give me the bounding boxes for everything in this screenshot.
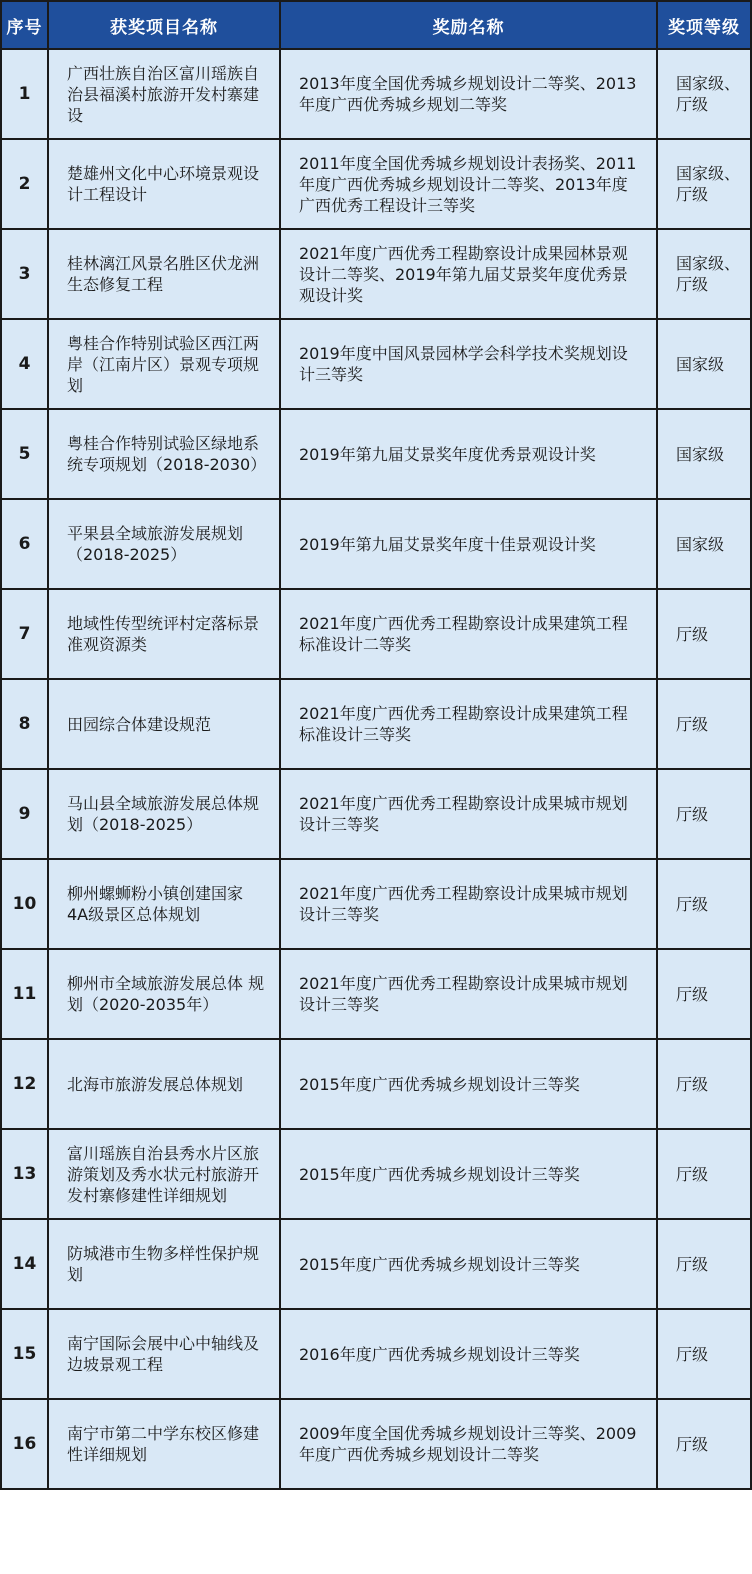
cell-num: 12 [1, 1039, 48, 1129]
table-row [1, 139, 751, 229]
cell-level: 国家级、厅级 [657, 229, 751, 319]
cell-level: 厅级 [657, 1039, 751, 1129]
cell-award: 2011年度全国优秀城乡规划设计表扬奖、2011年度广西优秀城乡规划设计二等奖、2013年度广西优秀工程设计三等奖 [280, 139, 657, 229]
cell-num: 6 [1, 499, 48, 589]
cell-level: 国家级、厅级 [657, 139, 751, 229]
table-row [1, 859, 751, 949]
bottom-margin [0, 1521, 752, 1574]
cell-level: 厅级 [657, 589, 751, 679]
cell-num: 2 [1, 139, 48, 229]
table-row [1, 769, 751, 859]
cell-project: 广西壮族自治区富川瑶族自治县福溪村旅游开发村寨建设 [48, 49, 280, 139]
table-row [1, 319, 751, 409]
cell-award: 2015年度广西优秀城乡规划设计三等奖 [280, 1039, 657, 1129]
cell-num: 11 [1, 949, 48, 1039]
table-row [1, 1039, 751, 1129]
cell-award: 2021年度广西优秀工程勘察设计成果城市规划设计三等奖 [280, 769, 657, 859]
cell-level: 国家级、厅级 [657, 49, 751, 139]
cell-level: 厅级 [657, 1219, 751, 1309]
cell-award: 2015年度广西优秀城乡规划设计三等奖 [280, 1219, 657, 1309]
cell-project: 北海市旅游发展总体规划 [48, 1039, 280, 1129]
cell-project: 柳州市全域旅游发展总体 规划（2020-2035年） [48, 949, 280, 1039]
cell-level: 厅级 [657, 949, 751, 1039]
cell-num: 5 [1, 409, 48, 499]
cell-award: 2009年度全国优秀城乡规划设计三等奖、2009年度广西优秀城乡规划设计二等奖 [280, 1399, 657, 1489]
cell-project: 楚雄州文化中心环境景观设计工程设计 [48, 139, 280, 229]
table-row [1, 1129, 751, 1219]
cell-level: 厅级 [657, 1309, 751, 1399]
cell-project: 粤桂合作特别试验区西江两岸（江南片区）景观专项规划 [48, 319, 280, 409]
cell-project: 南宁国际会展中心中轴线及边坡景观工程 [48, 1309, 280, 1399]
cell-award: 2021年度广西优秀工程勘察设计成果建筑工程标准设计二等奖 [280, 589, 657, 679]
cell-project: 南宁市第二中学东校区修建性详细规划 [48, 1399, 280, 1489]
cell-award: 2019年第九届艾景奖年度十佳景观设计奖 [280, 499, 657, 589]
cell-num: 13 [1, 1129, 48, 1219]
table-row [1, 1309, 751, 1399]
cell-num: 8 [1, 679, 48, 769]
header-award: 奖励名称 [280, 1, 657, 49]
cell-project: 田园综合体建设规范 [48, 679, 280, 769]
cell-award: 2019年第九届艾景奖年度优秀景观设计奖 [280, 409, 657, 499]
cell-award: 2015年度广西优秀城乡规划设计三等奖 [280, 1129, 657, 1219]
table-header-row [1, 1, 751, 49]
table-row [1, 49, 751, 139]
table-row [1, 679, 751, 769]
cell-project: 桂林漓江风景名胜区伏龙洲生态修复工程 [48, 229, 280, 319]
table-row [1, 229, 751, 319]
cell-level: 国家级 [657, 319, 751, 409]
cell-level: 国家级 [657, 409, 751, 499]
cell-num: 7 [1, 589, 48, 679]
cell-num: 10 [1, 859, 48, 949]
cell-num: 3 [1, 229, 48, 319]
table-row [1, 949, 751, 1039]
cell-award: 2021年度广西优秀工程勘察设计成果园林景观设计二等奖、2019年第九届艾景奖年度优秀景观设计奖 [280, 229, 657, 319]
cell-project: 粤桂合作特别试验区绿地系统专项规划（2018-2030） [48, 409, 280, 499]
header-project: 获奖项目名称 [48, 1, 280, 49]
cell-project: 防城港市生物多样性保护规划 [48, 1219, 280, 1309]
cell-project: 柳州螺蛳粉小镇创建国家 4A级景区总体规划 [48, 859, 280, 949]
cell-level: 厅级 [657, 1399, 751, 1489]
cell-num: 16 [1, 1399, 48, 1489]
cell-project: 地域性传型统评村定落标景准观资源类 [48, 589, 280, 679]
header-num: 序号 [1, 1, 48, 49]
table-row [1, 1219, 751, 1309]
table-row [1, 589, 751, 679]
header-level: 奖项等级 [657, 1, 751, 49]
cell-award: 2019年度中国风景园林学会科学技术奖规划设计三等奖 [280, 319, 657, 409]
cell-num: 9 [1, 769, 48, 859]
table-body [1, 49, 751, 1489]
cell-level: 厅级 [657, 859, 751, 949]
cell-project: 马山县全域旅游发展总体规划（2018-2025） [48, 769, 280, 859]
cell-award: 2013年度全国优秀城乡规划设计二等奖、2013年度广西优秀城乡规划二等奖 [280, 49, 657, 139]
table-row [1, 409, 751, 499]
cell-num: 4 [1, 319, 48, 409]
cell-project: 平果县全域旅游发展规划（2018-2025） [48, 499, 280, 589]
table-row [1, 1399, 751, 1489]
cell-level: 国家级 [657, 499, 751, 589]
cell-project: 富川瑶族自治县秀水片区旅游策划及秀水状元村旅游开发村寨修建性详细规划 [48, 1129, 280, 1219]
cell-level: 厅级 [657, 1129, 751, 1219]
cell-award: 2021年度广西优秀工程勘察设计成果城市规划设计三等奖 [280, 859, 657, 949]
cell-num: 1 [1, 49, 48, 139]
cell-num: 15 [1, 1309, 48, 1399]
table-row [1, 499, 751, 589]
cell-level: 厅级 [657, 679, 751, 769]
cell-award: 2021年度广西优秀工程勘察设计成果建筑工程标准设计三等奖 [280, 679, 657, 769]
cell-award: 2016年度广西优秀城乡规划设计三等奖 [280, 1309, 657, 1399]
cell-num: 14 [1, 1219, 48, 1309]
cell-award: 2021年度广西优秀工程勘察设计成果城市规划设计三等奖 [280, 949, 657, 1039]
cell-level: 厅级 [657, 769, 751, 859]
